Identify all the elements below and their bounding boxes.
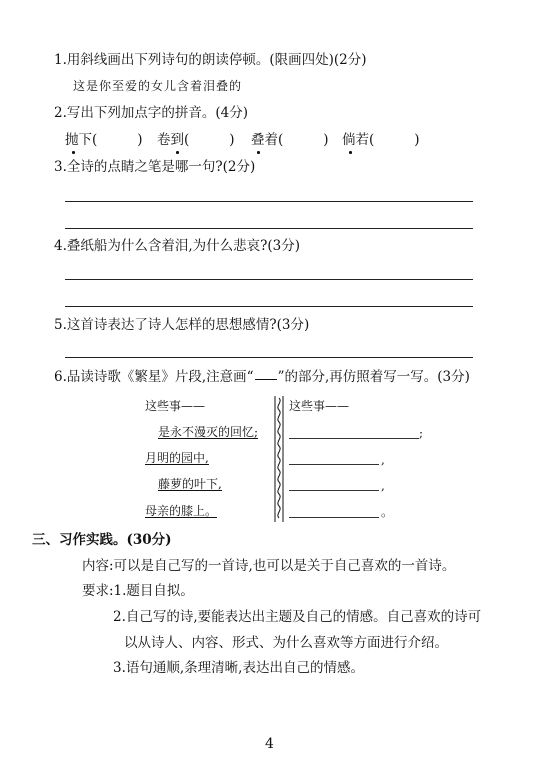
answer-line[interactable] <box>65 279 473 280</box>
q3-title: 3.全诗的点睛之笔是哪一句?(2分) <box>54 159 256 175</box>
q6-left-line-1: 这些事—— <box>145 399 206 413</box>
emphasis-dot <box>349 151 352 154</box>
sec3-req-3: 3.语句通顺,条理清晰,表达出自己的情感。 <box>113 660 364 676</box>
q6-left-line-4: 藤萝的叶下, <box>158 477 222 491</box>
q6-punct-3: , <box>381 479 385 493</box>
decorative-divider <box>272 396 286 522</box>
q6-right-head: 这些事—— <box>289 399 350 413</box>
q6-left-line-3: 月明的园中, <box>145 451 209 465</box>
q1-poem-line: 这是你至爱的女儿含着泪叠的 <box>73 79 243 93</box>
q6-punct-2: , <box>381 453 385 467</box>
q6-punct-1: ; <box>419 426 424 440</box>
sec3-req-2a: 2.自己写的诗,要能表达出主题及自己的情感。自己喜欢的诗可 <box>113 609 482 625</box>
q6-title: 6.品读诗歌《繁星》片段,注意画“ ”的部分,再仿照着写一写。(3分) <box>54 369 470 385</box>
q1-title: 1.用斜线画出下列诗句的朗读停顿。(限画四处)(2分) <box>54 52 367 68</box>
emphasis-dot <box>72 151 75 154</box>
q6-answer-line-4[interactable] <box>289 517 379 518</box>
section-3-title: 三、习作实践。(30分) <box>32 532 172 548</box>
q5-title: 5.这首诗表达了诗人怎样的思想感情?(3分) <box>54 317 310 333</box>
q6-punct-4: 。 <box>381 505 394 519</box>
answer-line[interactable] <box>65 357 473 358</box>
q6-answer-line-3[interactable] <box>289 490 379 491</box>
q2-word-2: 卷到( ) <box>157 132 235 148</box>
q6-answer-line-2[interactable] <box>289 464 379 465</box>
q2-title: 2.写出下列加点字的拼音。(4分) <box>54 105 249 121</box>
q2-word-3: 叠着( ) <box>251 132 329 148</box>
page-number: 4 <box>265 736 274 752</box>
emphasis-dot <box>176 151 179 154</box>
sec3-content: 内容:可以是自己写的一首诗,也可以是关于自己喜欢的一首诗。 <box>82 558 456 574</box>
emphasis-dot <box>257 151 260 154</box>
sec3-req-2b: 以从诗人、内容、形式、为什么喜欢等方面进行介绍。 <box>124 635 448 651</box>
q2-word-4: 倘若( ) <box>342 132 420 148</box>
q6-left-line-5: 母亲的膝上。 <box>145 504 218 518</box>
q6-left-line-2: 是永不漫灭的回忆; <box>158 425 259 439</box>
answer-line[interactable] <box>65 306 473 307</box>
answer-line[interactable] <box>65 201 473 202</box>
q4-title: 4.叠纸船为什么含着泪,为什么悲哀?(3分) <box>54 238 301 254</box>
q6-answer-line-1[interactable] <box>289 438 419 439</box>
sec3-req-1: 要求:1.题目自拟。 <box>82 583 194 599</box>
q2-word-1: 抛下( ) <box>65 132 143 148</box>
answer-line[interactable] <box>65 228 473 229</box>
